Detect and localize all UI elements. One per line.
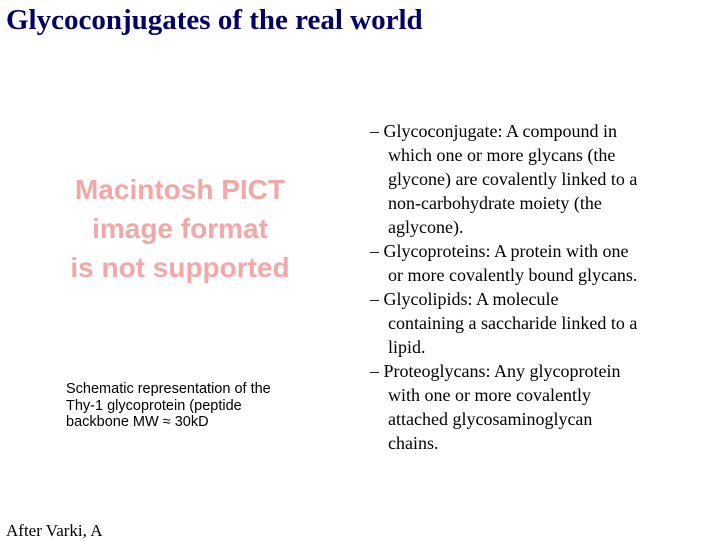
unsupported-image-placeholder [40,170,320,287]
caption-line: Thy-1 glycoprotein (peptide [66,397,242,414]
bullet-line: – Glycolipids: A molecule [370,289,559,309]
placeholder-line: is not supported [70,252,290,283]
bullet-line: which one or more glycans (the [388,145,616,165]
figure-caption [66,381,326,431]
bullet-line: with one or more covalently [388,385,591,405]
bullet-line: – Proteoglycans: Any glycoprotein [370,361,621,381]
placeholder-line: image format [92,213,268,244]
bullet-line: chains. [388,433,439,453]
bullet-line: – Glycoconjugate: A compound in [370,121,617,141]
bullet-proteoglycans [370,359,710,455]
bullet-glycoconjugate [370,119,710,239]
bullet-glycolipids [370,287,710,359]
bullet-line: lipid. [388,337,426,357]
bullet-line: glycone) are covalently linked to a [388,169,638,189]
bullet-line: – Glycoproteins: A protein with one [370,241,629,261]
bullet-line: containing a saccharide linked to a [388,313,638,333]
caption-line: Schematic representation of the [66,381,271,397]
bullet-line: attached glycosaminoglycan [388,409,593,429]
bullet-glycoproteins [370,239,710,287]
bullet-line: aglycone). [388,217,464,237]
source-credit: After Varki, A [6,521,103,540]
bullet-line: non-carbohydrate moiety (the [388,193,602,213]
definition-list [370,119,710,455]
slide-title: Glycoconjugates of the real world [6,4,423,36]
bullet-line: or more covalently bound glycans. [388,265,638,285]
caption-line: backbone MW ≈ 30kD [66,414,209,430]
placeholder-line: Macintosh PICT [74,174,285,205]
